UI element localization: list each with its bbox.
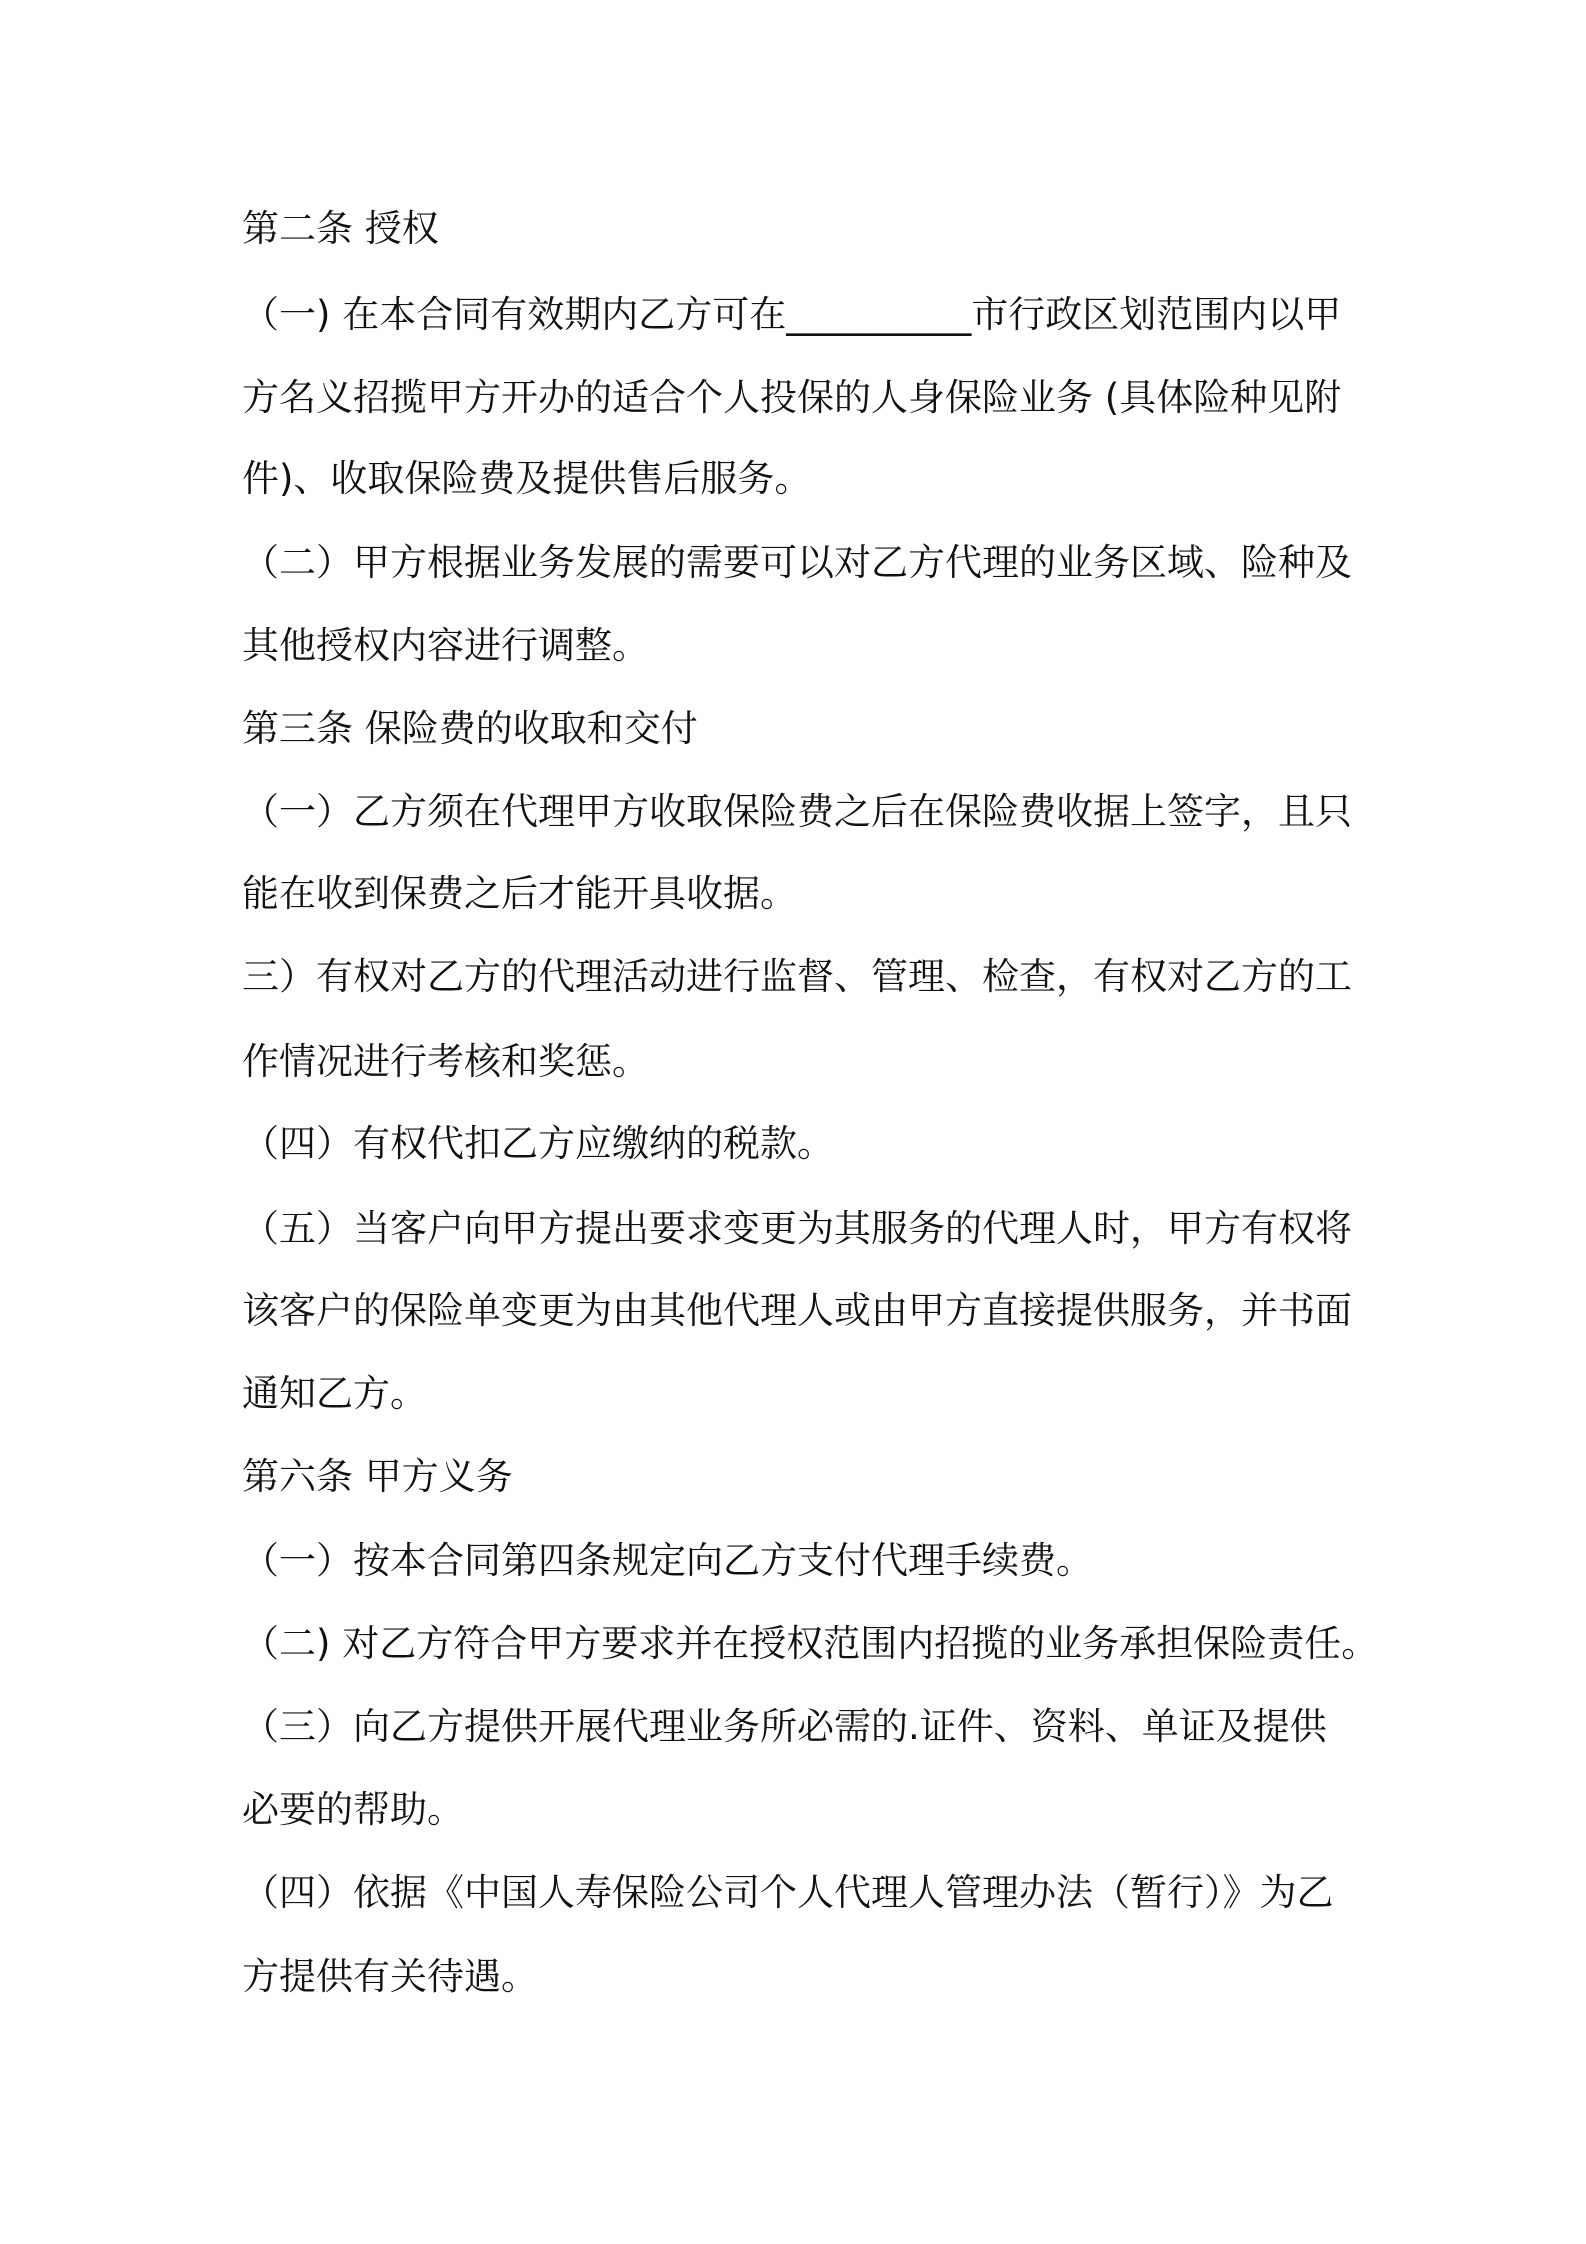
paragraph-line: 三）有权对乙方的代理活动进行监督、管理、检查，有权对乙方的工 <box>242 955 1352 998</box>
paragraph-line: 件)、收取保险费及提供售后服务。 <box>242 457 812 500</box>
paragraph-line: （五）当客户向甲方提出要求变更为其服务的代理人时，甲方有权将 <box>242 1207 1352 1250</box>
paragraph-line: 方名义招揽甲方开办的适合个人投保的人身保险业务 (具体险种见附 <box>242 376 1342 419</box>
paragraph-line: （三）向乙方提供开展代理业务所必需的.证件、资料、单证及提供 <box>242 1705 1327 1748</box>
paragraph-line: （一）乙方须在代理甲方收取保险费之后在保险费收据上签字，且只 <box>242 790 1352 833</box>
paragraph-line: （四）有权代扣乙方应缴纳的税款。 <box>242 1122 834 1165</box>
article-3-heading: 第三条 保险费的收取和交付 <box>242 707 698 750</box>
paragraph-line: 通知乙方。 <box>242 1372 427 1415</box>
paragraph-line: 该客户的保险单变更为由其他代理人或由甲方直接提供服务，并书面 <box>242 1289 1352 1332</box>
paragraph-line: （四）依据《中国人寿保险公司个人代理人管理办法（暂行）》为乙 <box>242 1871 1334 1914</box>
article-2-heading: 第二条 授权 <box>242 207 439 250</box>
paragraph-line: 作情况进行考核和奖惩。 <box>242 1040 649 1083</box>
paragraph-line: 其他授权内容进行调整。 <box>242 624 649 667</box>
article-6-heading: 第六条 甲方义务 <box>242 1455 513 1498</box>
paragraph-line: 能在收到保费之后才能开具收据。 <box>242 872 797 915</box>
paragraph-line: （一）按本合同第四条规定向乙方支付代理手续费。 <box>242 1539 1093 1582</box>
paragraph-line: 方提供有关待遇。 <box>242 1955 538 1998</box>
paragraph-line: 必要的帮助。 <box>242 1788 464 1831</box>
paragraph-line: （二）甲方根据业务发展的需要可以对乙方代理的业务区域、险种及 <box>242 541 1352 584</box>
paragraph-line: （一) 在本合同有效期内乙方可在__________市行政区划范围内以甲 <box>242 293 1342 336</box>
paragraph-line: （二) 对乙方符合甲方要求并在授权范围内招揽的业务承担保险责任。 <box>242 1622 1379 1665</box>
